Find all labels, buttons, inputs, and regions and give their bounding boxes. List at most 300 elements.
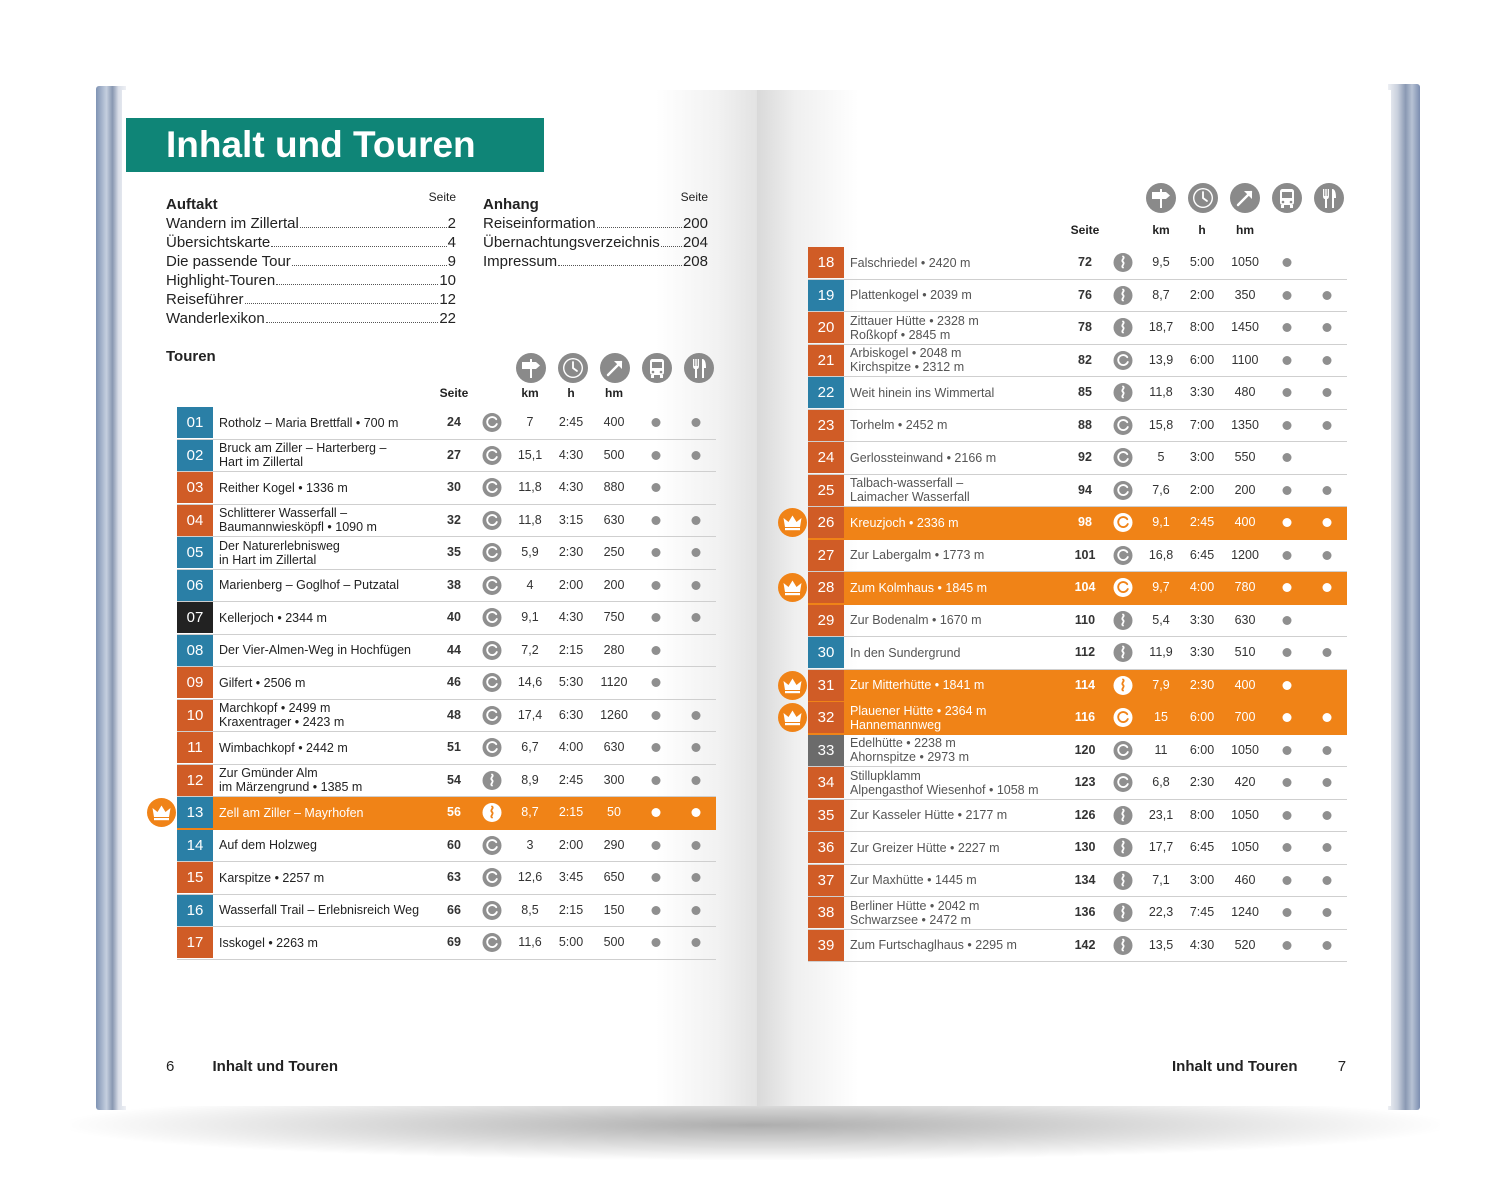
tour-name-line: Kellerjoch • 2344 m [219,610,327,625]
tour-name [219,895,419,926]
tour-hm: 550 [1234,450,1256,464]
tour-hm: 520 [1234,937,1256,952]
food-available-dot [1323,811,1332,820]
tour-km: 9,5 [1152,255,1170,269]
loop-route-icon [483,673,502,692]
tour-number: 22 [808,377,844,408]
tour-name [219,927,318,958]
tour-seite: 69 [447,935,461,949]
tour-name [219,407,398,438]
tour-h: 6:30 [558,707,584,722]
tour-row[interactable] [177,667,716,700]
tour-h: 7:45 [1189,905,1215,919]
tour-km: 11 [1154,742,1168,757]
toc-entry-label: Reiseführer [166,291,244,308]
loop-route-icon [483,478,502,497]
tour-name [850,345,964,376]
tour-km: 12,6 [517,870,543,884]
tour-km: 8,7 [521,805,539,819]
tour-hm: 200 [603,577,625,592]
tour-seite: 92 [1078,450,1092,464]
footer-label: Inhalt und Touren [212,1058,339,1075]
tour-hm: 650 [603,870,625,884]
tour-number: 06 [177,570,213,601]
tour-km: 7,1 [1152,872,1170,887]
tour-name-line: Zur Kasseler Hütte • 2177 m [850,808,1008,822]
bus-available-dot [1283,778,1292,787]
bus-available-dot [1283,908,1292,917]
bus-available-dot [1283,421,1292,430]
food-available-dot [1323,908,1332,917]
tour-name-line: Marienberg – Goglhof – Putzatal [219,578,399,592]
loop-route-icon [1114,481,1133,500]
tour-h: 2:45 [558,415,584,429]
bus-available-dot [1283,323,1292,332]
toc-entry[interactable] [483,214,708,233]
tour-hm: 1260 [600,707,628,722]
tour-h: 8:00 [1189,320,1215,334]
food-available-dot [1323,843,1332,852]
tour-seite: 88 [1078,417,1092,432]
tour-row[interactable] [177,472,716,505]
toc-entry[interactable] [166,290,456,309]
book-edge-right [1388,84,1420,1110]
loop-route-icon [483,836,502,855]
tour-name-line: Hart im Zillertal [219,455,304,469]
tour-seite: 72 [1078,255,1092,269]
food-available-dot [692,938,701,947]
tour-h: 2:15 [558,642,584,657]
bus-available-dot [652,548,661,557]
tour-km: 11,9 [1149,645,1173,659]
toc-list [483,214,708,271]
tour-number: 16 [177,895,213,926]
toc-dot-leader [661,233,682,247]
tour-name-line: Zum Furtschaglhaus • 2295 m [850,938,1017,952]
tour-seite: 24 [447,415,461,429]
column-header-seite: Seite [1070,223,1100,237]
tour-h: 2:30 [1189,677,1215,692]
tour-name [219,765,362,796]
tour-seite: 30 [447,480,461,494]
food-available-dot [692,776,701,785]
toc-dot-leader [276,271,438,285]
tour-row[interactable] [177,927,716,960]
tour-h: 2:30 [558,545,584,559]
tour-row[interactable] [808,507,1347,540]
tour-km: 11,8 [518,480,542,494]
fork-knife-icon [1314,183,1344,213]
tour-seite: 142 [1074,937,1096,952]
toc-entry-label: Wanderlexikon [166,310,265,327]
toc-entry[interactable] [166,233,456,252]
tour-name [850,540,984,571]
loop-route-icon [483,413,502,432]
tour-number: 36 [808,832,844,863]
tour-name [219,797,364,828]
toc-entry-label: Übersichtskarte [166,234,271,251]
highlight-crown-icon [778,508,807,537]
food-available-dot [1323,356,1332,365]
tour-number: 03 [177,472,213,503]
toc-entry-page: 12 [439,291,456,308]
tour-row[interactable] [177,732,716,765]
tour-number: 05 [177,537,213,568]
page-title: Inhalt und Touren [166,124,476,165]
tour-hm: 1050 [1231,840,1259,854]
tour-row[interactable] [177,895,716,928]
tour-number: 28 [808,572,844,603]
toc-dot-leader [245,290,439,304]
tour-seite: 56 [447,805,461,819]
tour-name [850,832,1000,863]
signpost-icon [1146,183,1176,213]
footer-page-number: 7 [1337,1058,1347,1075]
tour-row[interactable] [808,930,1347,963]
tour-name-line: Roßkopf • 2845 m [850,327,951,342]
tour-row[interactable] [177,635,716,668]
tour-row[interactable] [177,862,716,895]
tour-name [219,732,348,763]
tour-hm: 1350 [1231,417,1259,432]
food-available-dot [692,516,701,525]
food-available-dot [1323,778,1332,787]
toc-dot-leader [271,233,446,247]
tour-name-line: Bruck am Ziller – Harterberg – [219,441,387,455]
toc-entry-label: Reiseinformation [483,215,596,232]
tour-row[interactable] [808,865,1347,898]
tour-number: 35 [808,800,844,831]
header-icons-right [1146,183,1346,215]
tour-name [850,507,959,538]
tour-name-line: Zur Maxhütte • 1445 m [850,873,977,887]
tour-number: 04 [177,505,213,536]
toc-entry-page: 10 [439,272,456,289]
tour-name-line: Plauener Hütte • 2364 m [850,703,987,718]
tour-name-line: Zur Gmünder Alm [219,766,318,780]
toc-entry-page: 204 [682,234,708,251]
bus-available-dot [652,776,661,785]
loop-route-icon [483,706,502,725]
food-available-dot [692,808,701,817]
tour-name-line: Auf dem Holzweg [219,838,317,852]
tour-seite: 126 [1074,807,1096,822]
toc-dot-leader [300,214,447,228]
column-header-hm: hm [605,386,623,400]
tour-number: 27 [808,540,844,571]
tour-number: 15 [177,862,213,893]
tour-name-line: Gilfert • 2506 m [219,675,306,690]
tour-row[interactable] [177,570,716,603]
tour-row[interactable] [808,735,1347,768]
tour-number: 08 [177,635,213,666]
tour-seite: 116 [1074,710,1096,724]
tour-name-line: Gerlossteinwand • 2166 m [850,450,997,465]
tour-seite: 104 [1074,580,1096,594]
tour-number: 11 [177,732,213,763]
tour-row[interactable] [808,540,1347,573]
tour-row[interactable] [808,800,1347,833]
tour-name-line: Torhelm • 2452 m [850,418,948,432]
tour-row[interactable] [808,702,1347,735]
tour-name [219,570,399,601]
loop-route-icon [483,933,502,952]
tour-row[interactable] [808,637,1347,670]
tour-name [850,312,979,343]
tour-row[interactable] [808,605,1347,638]
tour-number: 17 [177,927,213,958]
tour-number: 24 [808,442,844,473]
tour-number: 19 [808,280,844,311]
toc-dot-leader [558,252,682,266]
column-header-h: h [1198,223,1206,237]
toc-entry[interactable] [166,271,456,290]
toc-entry[interactable] [483,233,708,252]
tour-row[interactable] [177,765,716,798]
tour-name-line: Zur Greizer Hütte • 2227 m [850,840,1000,855]
loop-route-icon [483,738,502,757]
tour-km: 17,7 [1148,840,1174,854]
toc-entry[interactable] [166,214,456,233]
tour-hm: 1240 [1231,905,1259,919]
bus-available-dot [652,646,661,655]
toc-heading: Auftakt [166,196,218,213]
bus-available-dot [652,906,661,915]
tour-h: 4:30 [558,480,584,494]
tour-km: 11,6 [518,935,542,949]
tour-h: 2:00 [1189,482,1215,497]
tour-name-line: Arbiskogel • 2048 m [850,346,962,360]
tour-row[interactable] [808,475,1347,508]
tour-hm: 1450 [1231,320,1259,334]
tour-row[interactable] [808,442,1347,475]
tour-name-line: Laimacher Wasserfall [850,490,970,504]
tour-name [219,440,386,471]
footer-label: Inhalt und Touren [1172,1058,1298,1075]
bus-available-dot [1283,648,1292,657]
bus-available-dot [652,516,661,525]
food-available-dot [1323,648,1332,657]
tour-km: 15 [1154,710,1168,724]
tour-name-line: Berliner Hütte • 2042 m [850,898,980,913]
tour-name-line: Edelhütte • 2238 m [850,736,956,750]
tour-h: 6:45 [1189,547,1215,562]
oneway-route-icon [1114,806,1133,825]
tour-row[interactable] [808,832,1347,865]
tour-name [850,767,1039,798]
tour-h: 4:30 [558,447,584,462]
tour-number: 20 [808,312,844,343]
tour-name [850,280,972,311]
toc-entry[interactable] [483,252,708,271]
tour-name [219,830,317,861]
bus-available-dot [1283,941,1292,950]
tour-row[interactable] [808,345,1347,378]
tour-km: 8,9 [521,772,539,787]
tour-row[interactable] [177,797,716,830]
toc-entry-page: 9 [447,253,456,270]
highlight-crown-icon [778,573,807,602]
oneway-route-icon [1114,838,1133,857]
tour-name-line: Kreuzjoch • 2336 m [850,515,959,530]
tour-h: 2:15 [558,805,584,819]
loop-route-icon [1114,708,1133,727]
tour-row[interactable] [177,505,716,538]
tour-row[interactable] [177,700,716,733]
tour-h: 6:00 [1189,710,1215,724]
bus-available-dot [1283,291,1292,300]
tour-seite: 94 [1078,482,1092,497]
column-header-seite: Seite [439,386,469,400]
loop-route-icon [1114,741,1133,760]
toc-entry-page: 2 [447,215,456,232]
tour-row[interactable] [177,602,716,635]
tour-h: 2:00 [558,837,584,852]
column-header-km: km [521,386,539,400]
tour-table-right [808,247,1347,963]
bus-icon [1272,183,1302,213]
loop-route-icon [1114,546,1133,565]
tour-number: 39 [808,930,844,961]
tour-row[interactable] [808,670,1347,703]
bus-available-dot [1283,258,1292,267]
tour-row[interactable] [177,537,716,570]
tour-name [850,865,977,896]
tour-number: 25 [808,475,844,506]
toc-entry[interactable] [166,252,456,271]
food-available-dot [1323,486,1332,495]
tour-km: 7,9 [1152,677,1170,692]
tour-seite: 130 [1074,840,1096,854]
food-available-dot [1323,323,1332,332]
tour-hm: 1050 [1231,255,1259,269]
tour-name [850,410,947,441]
tour-seite: 76 [1078,287,1092,302]
oneway-route-icon [1114,318,1133,337]
tour-number: 32 [808,702,844,733]
tour-row[interactable] [808,572,1347,605]
bus-available-dot [1283,843,1292,852]
tour-name [850,475,970,506]
tour-row[interactable] [808,312,1347,345]
toc-entry-label: Wandern im Zillertal [166,215,299,232]
oneway-route-icon [483,803,502,822]
tour-number: 37 [808,865,844,896]
tour-name [850,247,970,278]
food-available-dot [1323,746,1332,755]
tour-row[interactable] [177,407,716,440]
tour-km: 3 [526,837,534,852]
tour-name-line: Zum Kolmhaus • 1845 m [850,580,988,595]
tour-hm: 1050 [1231,807,1259,822]
highlight-crown-icon [147,798,176,827]
tour-seite: 112 [1074,645,1096,659]
toc-heading: Anhang [483,196,539,213]
tour-km: 11,8 [518,512,542,527]
tour-hm: 350 [1234,287,1256,302]
tour-km: 7,2 [521,642,539,657]
tour-number: 23 [808,410,844,441]
footer-right [1172,1058,1346,1075]
tour-h: 2:45 [1189,515,1215,529]
tour-row[interactable] [808,897,1347,930]
toc-entry[interactable] [166,309,456,328]
oneway-route-icon [483,771,502,790]
tour-name-line: Wasserfall Trail – Erlebnisreich Weg [219,903,420,917]
tour-name-line: Wimbachkopf • 2442 m [219,740,348,755]
bus-available-dot [652,808,661,817]
tour-row[interactable] [808,377,1347,410]
food-available-dot [692,581,701,590]
tour-name-line: Karspitze • 2257 m [219,870,325,885]
tour-h: 4:30 [1189,937,1215,952]
tour-name-line: Falschriedel • 2420 m [850,255,971,270]
tour-row[interactable] [177,440,716,473]
toc-dot-leader [292,252,447,266]
loop-route-icon [1114,351,1133,370]
toc-anhang [483,190,708,271]
tour-name-line: Rotholz – Maria Brettfall • 700 m [219,415,399,430]
food-available-dot [1323,876,1332,885]
bus-available-dot [652,613,661,622]
tour-seite: 101 [1074,547,1096,562]
tour-km: 22,3 [1148,905,1174,919]
food-available-dot [692,873,701,882]
tour-seite: 27 [447,447,461,462]
tour-name-line: Zell am Ziller – Mayrhofen [219,805,364,820]
tour-km: 9,7 [1152,580,1170,594]
tour-h: 2:45 [558,772,584,787]
tour-h: 4:00 [558,740,584,754]
tour-h: 3:00 [1189,450,1215,464]
tour-hm: 750 [603,610,625,624]
tour-name [850,702,986,733]
tour-number: 07 [177,602,213,633]
tour-row[interactable] [808,247,1347,280]
tour-row[interactable] [808,410,1347,443]
tour-h: 2:15 [558,902,584,917]
tour-hm: 280 [603,642,625,657]
tour-name-line: Zur Bodenalm • 1670 m [850,613,982,627]
food-available-dot [692,841,701,850]
oneway-route-icon [1114,286,1133,305]
tour-km: 17,4 [517,707,543,722]
oneway-route-icon [1114,383,1133,402]
tour-hm: 290 [603,837,625,852]
bus-available-dot [652,711,661,720]
tour-row[interactable] [177,830,716,863]
tour-km: 15,8 [1148,417,1174,432]
tour-h: 6:00 [1189,742,1215,757]
tour-row[interactable] [808,767,1347,800]
tour-row[interactable] [808,280,1347,313]
tour-seite: 40 [447,610,461,624]
tour-h: 2:00 [1189,287,1215,302]
tour-name [850,605,982,636]
bus-available-dot [1283,518,1292,527]
tour-hm: 200 [1234,482,1256,497]
tour-km: 8,5 [521,902,539,917]
highlight-crown-icon [778,703,807,732]
tour-hm: 780 [1234,580,1256,594]
tour-km: 9,1 [521,610,539,624]
tour-name-line: Ahornspitze • 2973 m [850,750,970,764]
food-available-dot [692,451,701,460]
tour-seite: 98 [1078,515,1092,529]
tour-seite: 60 [447,837,461,852]
tour-number: 30 [808,637,844,668]
tour-number: 18 [808,247,844,278]
